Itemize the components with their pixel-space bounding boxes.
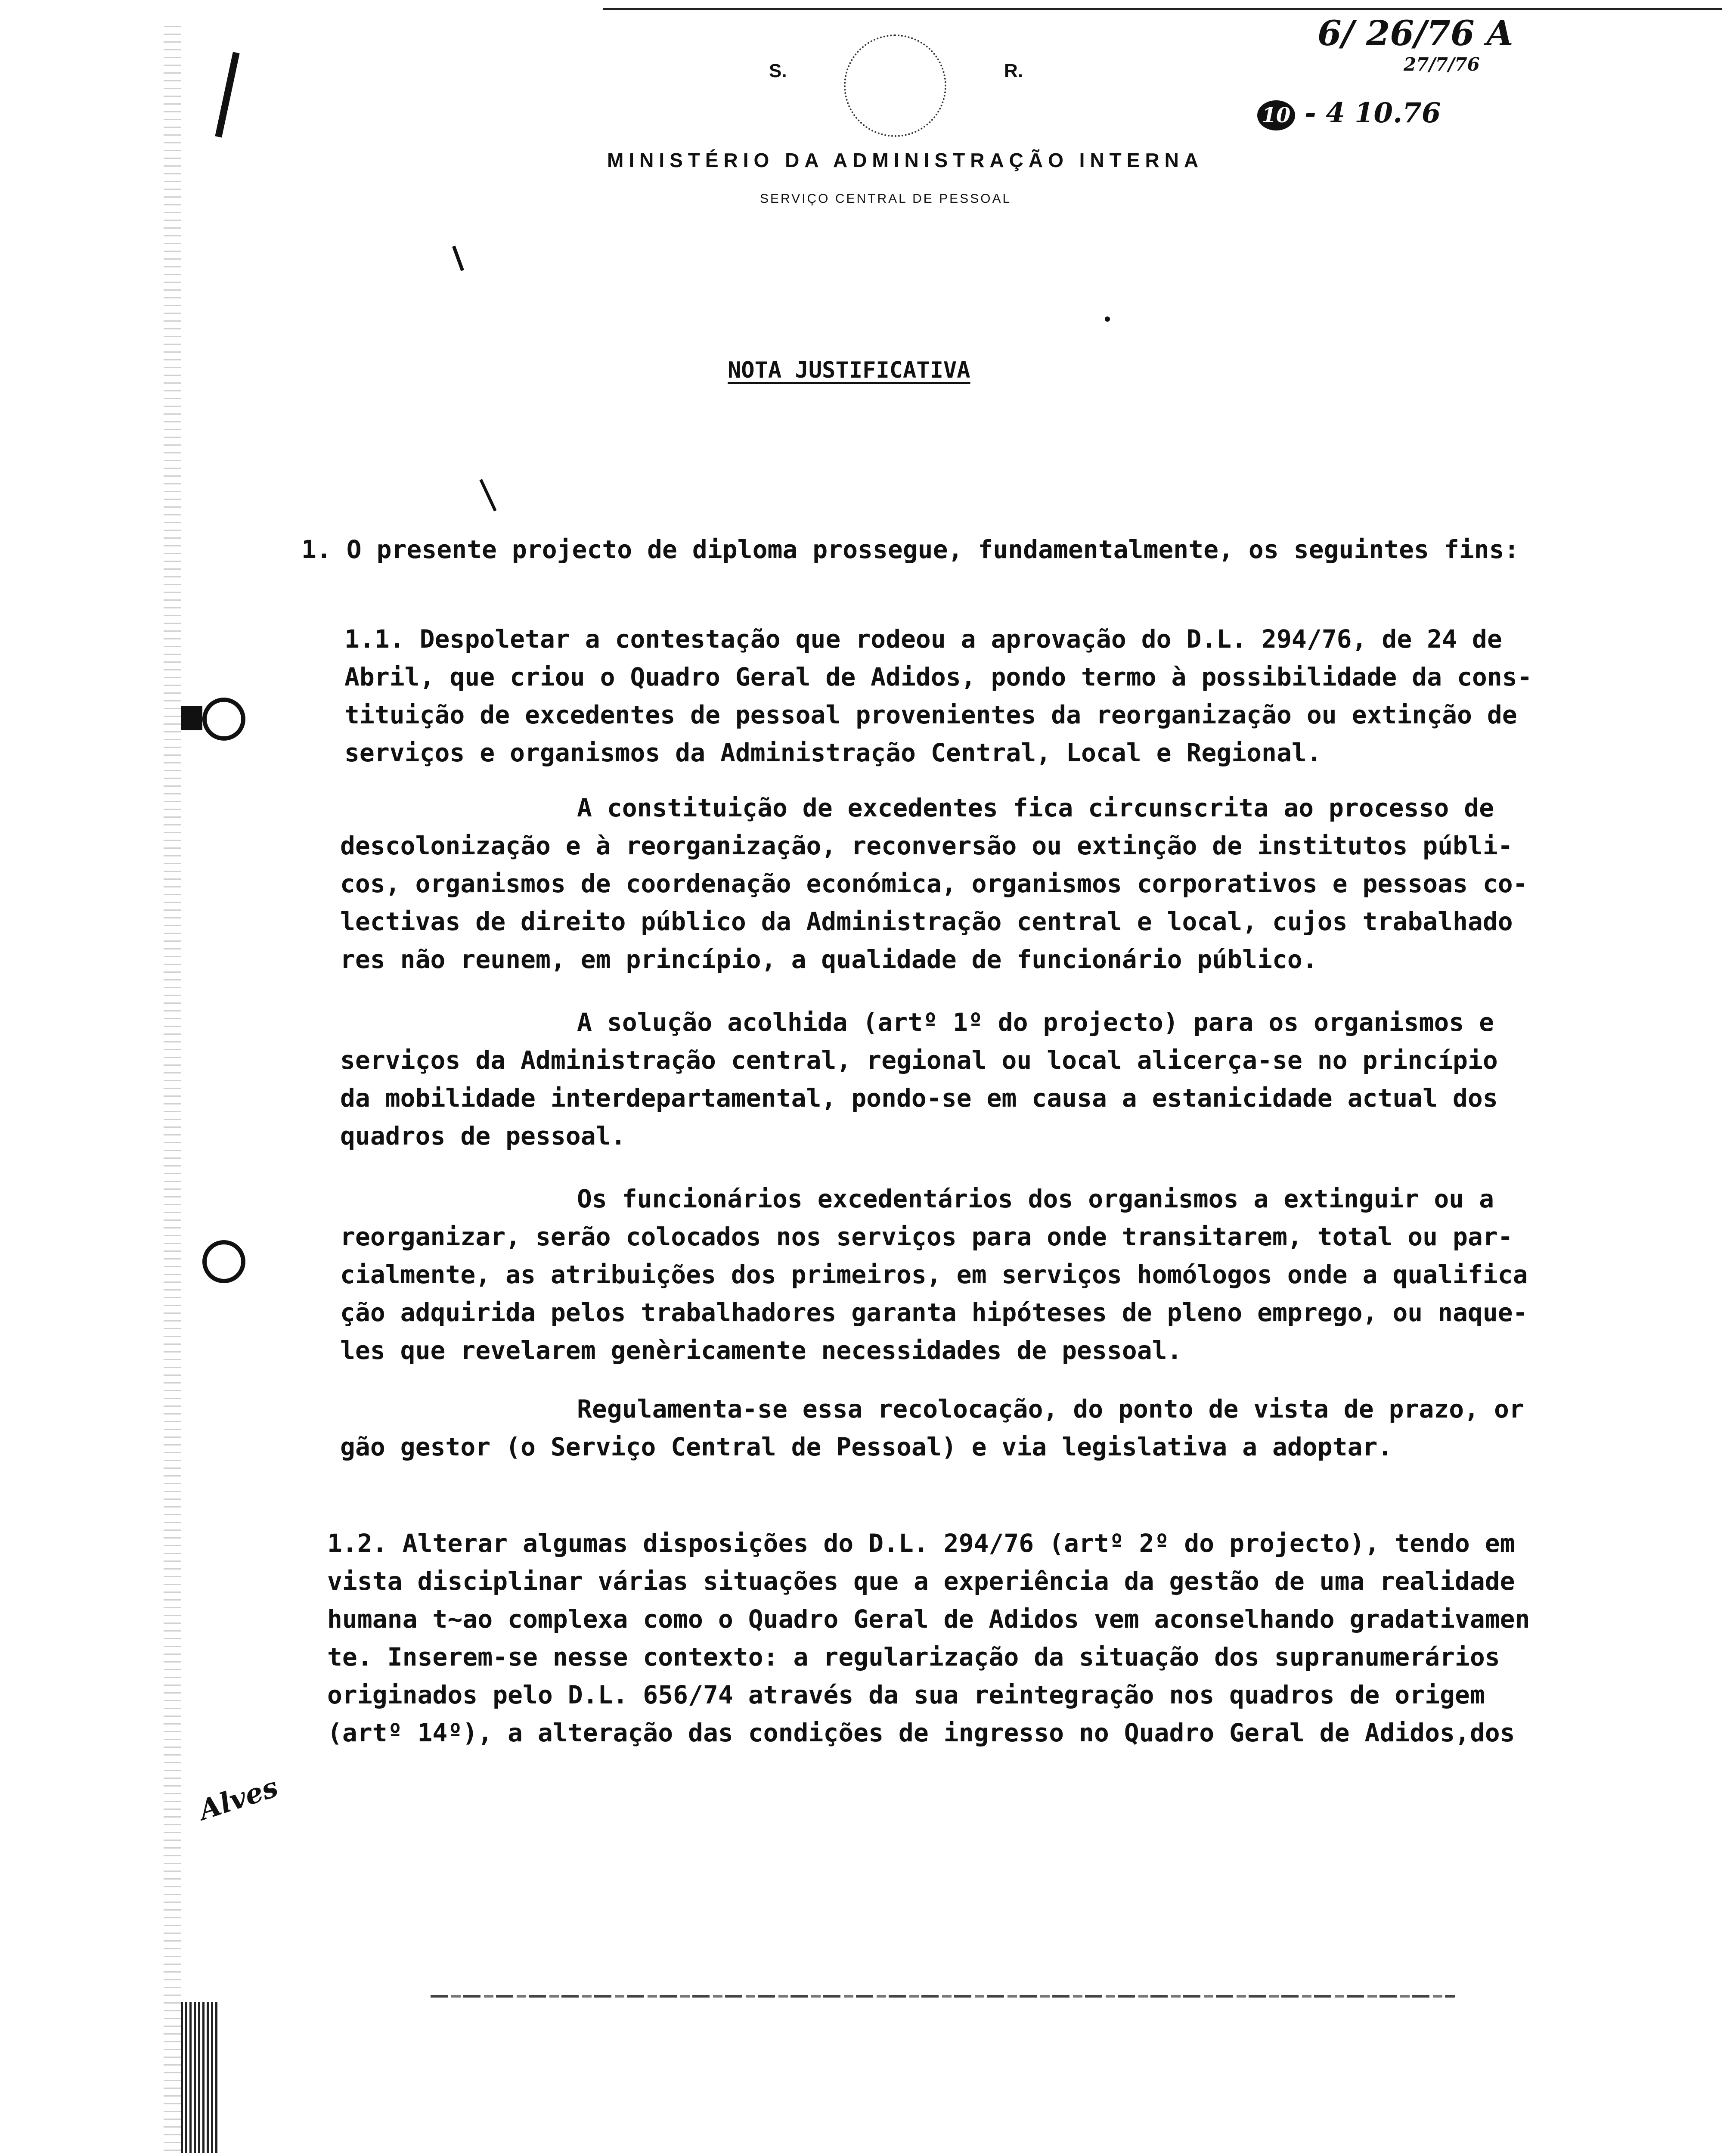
- paragraph-1-line: 1. O presente projecto de diploma prossegue, fundamentalmente, os seguintes fins:: [301, 535, 1519, 564]
- official-seal-icon: [844, 34, 946, 137]
- circled-number: 10: [1257, 100, 1295, 130]
- paragraph-line: res não reunem, em princípio, a qualidade de funcionário público.: [340, 945, 1318, 974]
- paragraph-line: ção adquirida pelos trabalhadores garanta hipóteses de pleno emprego, ou naque-: [340, 1298, 1528, 1327]
- paragraph-1-2-line: vista disciplinar várias situações que a experiência da gestão de uma realidade: [327, 1567, 1515, 1596]
- document-title: NOTA JUSTIFICATIVA: [728, 357, 970, 383]
- paragraph-line: cos, organismos de coordenação económica, organismos corporativos e pessoas co-: [340, 869, 1528, 898]
- paragraph-line: les que revelarem genèricamente necessidades de pessoal.: [340, 1336, 1182, 1365]
- scan-edge-artifact: [164, 26, 181, 2153]
- paragraph-1-2-line: (artº 14º), a alteração das condições de ingresso no Quadro Geral de Adidos,dos: [327, 1718, 1515, 1747]
- stray-mark: [452, 245, 464, 271]
- paragraph-line: quadros de pessoal.: [340, 1121, 626, 1151]
- paragraph-1-1-line: Abril, que criou o Quadro Geral de Adidos, pondo termo à possibilidade da cons-: [344, 662, 1532, 692]
- top-scan-line: [603, 8, 1722, 10]
- bottom-scan-line: [431, 1995, 1455, 1998]
- stray-mark: [479, 479, 496, 511]
- paragraph-line: descolonização e à reorganização, reconversão ou extinção de institutos públi-: [340, 831, 1513, 860]
- handwritten-code-text: - 4 10.76: [1305, 97, 1441, 129]
- paragraph-1-1-line: 1.1. Despoletar a contestação que rodeou a aprovação do D.L. 294/76, de 24 de: [344, 624, 1502, 654]
- margin-mark: [215, 52, 239, 138]
- paragraph-1-1-line: tituição de excedentes de pessoal provenientes da reorganização ou extinção de: [344, 700, 1517, 729]
- paragraph-line: cialmente, as atribuições dos primeiros, em serviços homólogos onde a qualifica: [340, 1260, 1528, 1289]
- paragraph-line: reorganizar, serão colocados nos serviços para onde transitarem, total ou par-: [340, 1222, 1513, 1251]
- punch-hole-icon: [202, 698, 245, 741]
- handwritten-date: 27/7/76: [1404, 54, 1480, 75]
- paragraph-line: Regulamenta-se essa recolocação, do ponto de vista de prazo, or: [577, 1394, 1524, 1424]
- paragraph-line: A solução acolhida (artº 1º do projecto) para os organismos e: [577, 1008, 1494, 1037]
- stray-dot: [1105, 316, 1110, 322]
- paragraph-line: A constituição de excedentes fica circunscrita ao processo de: [577, 793, 1494, 822]
- paragraph-1-2-line: 1.2. Alterar algumas disposições do D.L. 294/76 (artº 2º do projecto), tendo em: [327, 1529, 1515, 1558]
- handwritten-reference: 6/ 26/76 A: [1318, 13, 1513, 53]
- paragraph-1-2-line: originados pelo D.L. 656/74 através da sua reintegração nos quadros de origem: [327, 1680, 1485, 1709]
- paragraph-line: Os funcionários excedentários dos organismos a extinguir ou a: [577, 1184, 1494, 1213]
- paragraph-1-1-line: serviços e organismos da Administração Central, Local e Regional.: [344, 738, 1322, 767]
- ministry-heading: MINISTÉRIO DA ADMINISTRAÇÃO INTERNA: [607, 149, 1204, 171]
- paragraph-line: serviços da Administração central, regional ou local alicerça-se no princípio: [340, 1045, 1498, 1075]
- service-subheading: SERVIÇO CENTRAL DE PESSOAL: [760, 192, 1012, 206]
- binding-mark: [181, 706, 202, 730]
- header-letter-right: R.: [1004, 60, 1023, 81]
- handwritten-code: [1257, 97, 1441, 130]
- paragraph-line: gão gestor (o Serviço Central de Pessoal) e via legislativa a adoptar.: [340, 1432, 1393, 1461]
- punch-hole-icon: [202, 1240, 245, 1283]
- paragraph-line: da mobilidade interdepartamental, pondo-se em causa a estanicidade actual dos: [340, 1083, 1498, 1113]
- paragraph-line: lectivas de direito público da Administração central e local, cujos trabalhado: [340, 907, 1513, 936]
- paragraph-1-2-line: humana t~ao complexa como o Quadro Geral de Adidos vem aconselhando gradativamen: [327, 1604, 1530, 1634]
- scan-margin-artifact: [181, 2002, 220, 2153]
- signature: Alves: [195, 1771, 282, 1827]
- paragraph-1-2-line: te. Inserem-se nesse contexto: a regularização da situação dos supranumerários: [327, 1642, 1500, 1672]
- header-letter-left: S.: [769, 60, 787, 81]
